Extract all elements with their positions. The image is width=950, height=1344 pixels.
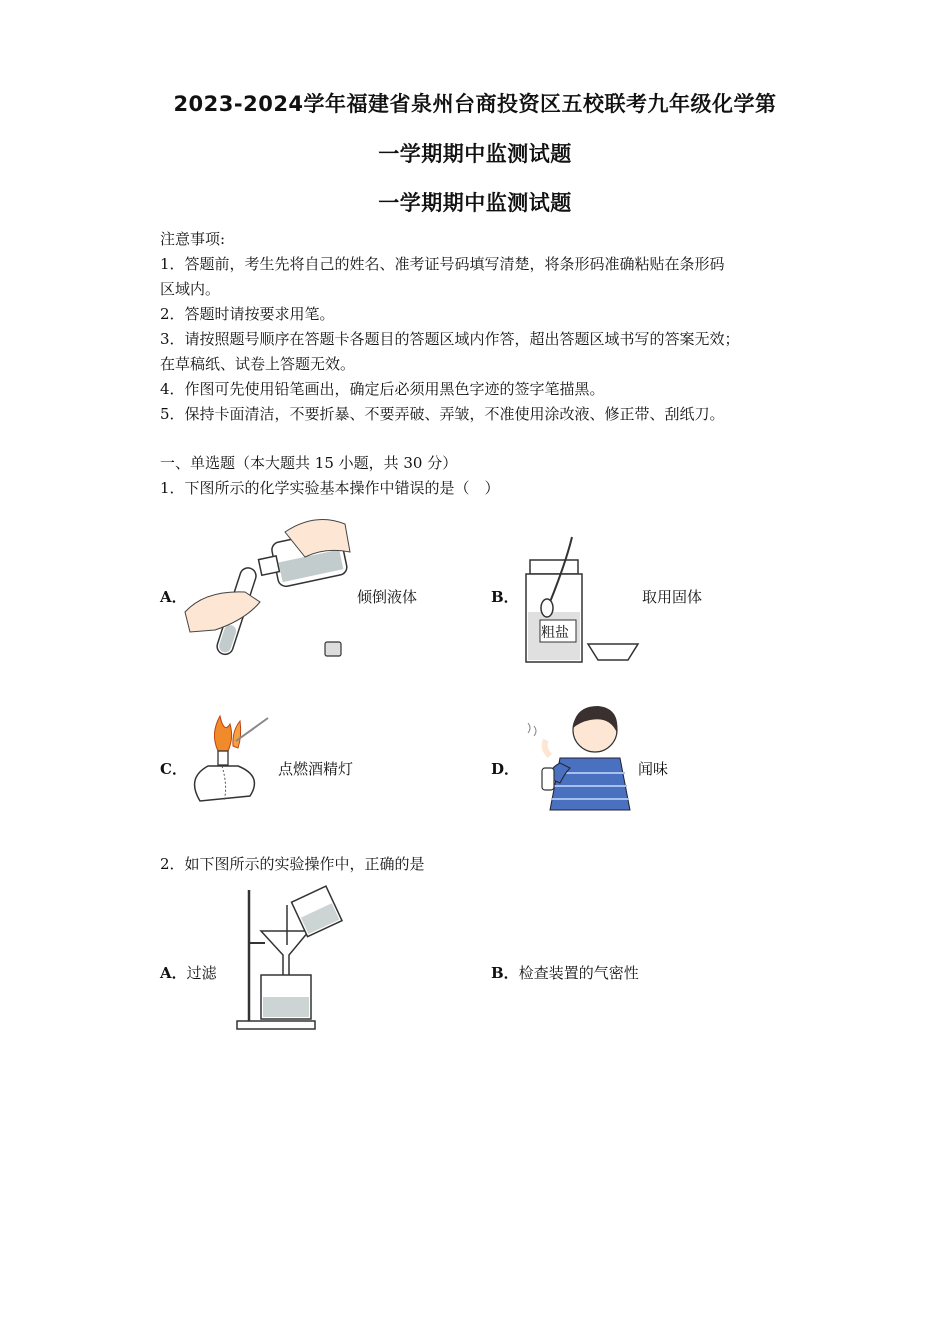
smelling-illustration [520,698,638,813]
notice-item: 4．作图可先使用铅笔画出，确定后必须用黑色字迹的签字笔描黑。 [160,380,605,398]
notice-heading: 注意事项: [160,230,226,248]
page-title-line2: 一学期期中监测试题 [378,142,572,166]
option-b-caption: 取用固体 [642,588,703,606]
notice-item: 5．保持卡面清洁，不要折暴、不要弄破、弄皱，不准使用涂改液、修正带、刮纸刀。 [160,405,725,423]
section-heading: 一、单选题（本大题共 15 小题，共 30 分） [160,454,458,472]
page-title: 2023-2024学年福建省泉州台商投资区五校联考九年级化学第 [173,92,777,116]
q2-option-a-caption: 过滤 [186,964,217,982]
q2-option-b: B．检查装置的气密性 [491,964,639,982]
option-d-caption: 闻味 [638,760,669,778]
q2-option-a: A．过滤 [160,964,217,982]
option-a-letter: A． [160,588,187,606]
notice-item: 3．请按照题号顺序在答题卡各题目的答题区域内作答，超出答题区域书写的答案无效； [160,330,740,348]
pouring-liquid-illustration [185,512,360,662]
option-c-letter: C． [160,760,187,778]
page-subtitle: 一学期期中监测试题 [378,191,572,215]
option-d-letter: D． [491,760,520,778]
taking-solid-illustration [520,532,650,667]
lighting-alcohol-lamp-illustration [188,706,273,811]
option-c-caption: 点燃酒精灯 [278,760,354,778]
notice-item: 在草稿纸、试卷上答题无效。 [160,355,356,373]
q2-option-b-caption: 检查装置的气密性 [518,964,639,982]
notice-item: 区域内。 [160,280,221,298]
notice-item: 1．答题前，考生先将自己的姓名、准考证号码填写清楚，将条形码准确粘贴在条形码 [160,255,725,273]
option-b-letter: B． [491,588,519,606]
jar-label: 粗盐 [541,625,569,641]
option-a-caption: 倾倒液体 [357,588,418,606]
notice-item: 2．答题时请按要求用笔。 [160,305,335,323]
question-2-stem: 2．如下图所示的实验操作中，正确的是 [160,855,425,873]
question-1-stem: 1．下图所示的化学实验基本操作中错误的是（ ） [160,479,500,497]
filtration-illustration [235,885,345,1033]
